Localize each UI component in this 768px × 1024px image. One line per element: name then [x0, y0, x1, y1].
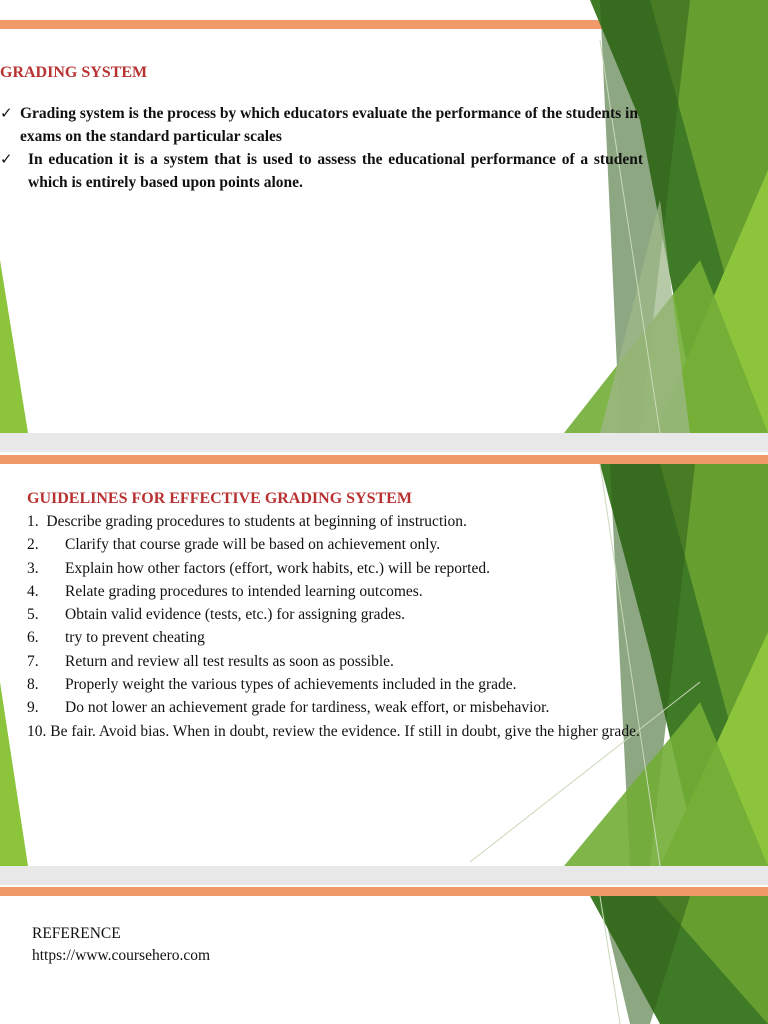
item-number: 6.: [27, 629, 39, 647]
bullet-item: [0, 102, 643, 148]
item-number: 7.: [27, 652, 39, 670]
list-item: [27, 580, 747, 603]
item-text: Relate grading procedures to intended learning outcomes.: [65, 582, 423, 600]
item-number: 2.: [27, 536, 39, 554]
check-icon: ✓: [0, 150, 13, 168]
list-item: [27, 626, 747, 649]
item-text: Explain how other factors (effort, work habits, etc.) will be reported.: [65, 559, 490, 577]
reference-heading: REFERENCE: [32, 925, 121, 942]
slide-gap: [0, 433, 768, 452]
reference-link[interactable]: https://www.coursehero.com: [32, 947, 211, 964]
slide-2: [0, 452, 768, 866]
guideline-list: [27, 510, 747, 743]
list-item: [27, 673, 747, 696]
bullet-text: Grading system is the process by which educators evaluate the performance of the students in exams on the standard particular scales: [20, 105, 638, 145]
item-number: 9.: [27, 699, 39, 717]
item-text: try to prevent cheating: [65, 629, 205, 647]
list-item: [27, 650, 747, 673]
item-number: 3.: [27, 559, 39, 577]
bullet-text: In education it is a system that is used to assess the educational performance of a student which is entirely based upon points alone.: [28, 151, 643, 191]
slide-title: GUIDELINES FOR EFFECTIVE GRADING SYSTEM: [27, 490, 412, 507]
item-number: 5.: [27, 606, 39, 624]
item-text: Obtain valid evidence (tests, etc.) for assigning grades.: [65, 606, 406, 624]
item-text: Clarify that course grade will be based on achievement only.: [65, 536, 441, 554]
item-number: 8.: [27, 676, 39, 694]
item-text: Describe grading procedures to students at beginning of instruction.: [46, 513, 467, 530]
item-number: 10.: [27, 722, 47, 740]
item-text: Return and review all test results as soon as possible.: [65, 652, 394, 670]
list-item: [27, 720, 742, 743]
item-number: 4.: [27, 582, 39, 600]
list-item: [27, 510, 747, 533]
list-item: [27, 603, 747, 626]
item-text: Properly weight the various types of achievements included in the grade.: [65, 676, 517, 694]
list-item: [27, 696, 747, 719]
item-text: Do not lower an achievement grade for tardiness, weak effort, or misbehavior.: [65, 699, 550, 717]
check-icon: ✓: [0, 104, 13, 122]
list-item: [27, 533, 747, 556]
slide-gap: [0, 866, 768, 885]
list-item: [27, 557, 747, 580]
item-text: Be fair. Avoid bias. When in doubt, review the evidence. If still in doubt, give the higher grade.: [50, 722, 640, 740]
slide-title: GRADING SYSTEM: [0, 64, 148, 81]
slide-3: [0, 885, 768, 1024]
bullet-item: [0, 148, 643, 194]
item-number: 1.: [27, 513, 39, 530]
slide-1: [0, 0, 768, 433]
